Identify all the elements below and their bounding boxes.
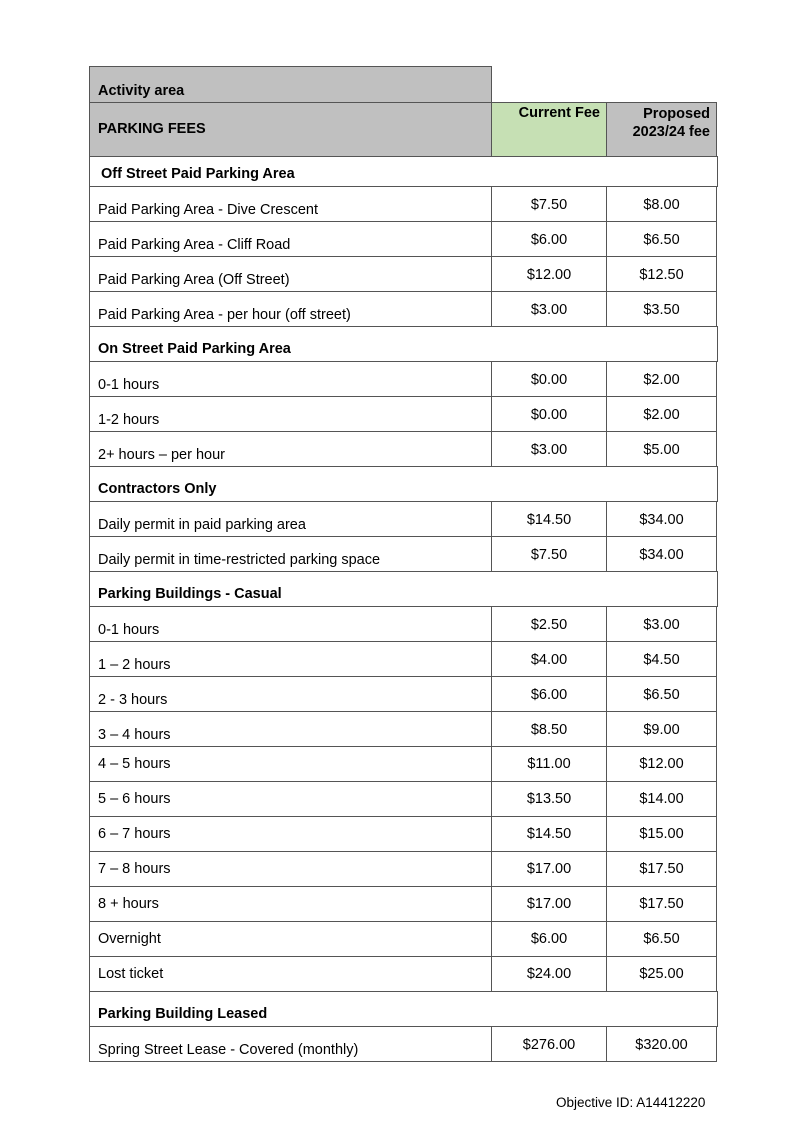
table-row [90,502,718,537]
proposed-fee-value: $320.00 [635,1037,688,1053]
item-label-cell [89,816,492,852]
item-label-cell [89,746,492,782]
proposed-fee-value: $15.00 [639,826,684,842]
table-row [90,257,718,292]
item-label-cell [89,256,492,292]
current-fee-value: $13.50 [526,791,572,807]
item-label-cell [89,921,492,957]
item-label-cell [89,431,492,467]
parking-fees-header-cell [89,102,492,157]
item-label: Daily permit in paid parking area [98,517,306,533]
proposed-fee-cell [606,676,717,712]
objective-id: Objective ID: A14412220 [556,1095,706,1110]
current-fee-value: $6.00 [530,687,568,703]
section-title: Off Street Paid Parking Area [101,166,295,182]
item-label-cell [89,851,492,887]
current-fee-value: $17.00 [526,896,572,912]
proposed-fee-value: $5.00 [643,442,680,458]
section-title-cell [89,991,718,1027]
proposed-fee-value: $6.50 [643,232,680,248]
current-fee-value: $17.00 [526,861,572,877]
table-row [90,432,718,467]
item-label: 5 – 6 hours [98,791,171,807]
table-row [90,537,718,572]
table-row [90,747,718,782]
current-fee-cell [491,781,607,817]
current-fee-value: $3.00 [530,442,568,458]
current-fee-value: $6.00 [530,931,568,947]
table-row [90,922,718,957]
table-row [90,222,718,257]
proposed-fee-cell [606,921,717,957]
proposed-fee-value: $3.50 [643,302,680,318]
item-label: Overnight [98,931,161,947]
proposed-fee-cell [606,851,717,887]
current-fee-value: $4.00 [530,652,568,668]
current-fee-value: $7.50 [530,547,568,563]
current-fee-cell [491,956,607,992]
proposed-fee-value: $17.50 [639,861,684,877]
item-label-cell [89,641,492,677]
item-label-cell [89,536,492,572]
proposed-fee-cell [606,536,717,572]
proposed-fee-value: $2.00 [643,372,680,388]
section-title: Parking Buildings - Casual [98,586,282,602]
table-row [90,957,718,992]
item-label: Paid Parking Area - Dive Crescent [98,202,319,218]
current-fee-cell [491,816,607,852]
current-fee-value: $14.50 [526,826,572,842]
section-title: Contractors Only [98,481,217,497]
table-row [90,362,718,397]
column-header-row [90,103,718,157]
item-label: Paid Parking Area - per hour (off street) [98,307,351,323]
proposed-fee-value: $34.00 [639,512,684,528]
proposed-fee-value: $12.00 [639,756,684,772]
proposed-fee-cell [606,746,717,782]
table-row [90,712,718,747]
section-title: On Street Paid Parking Area [98,341,291,357]
proposed-fee-value: $9.00 [643,722,680,738]
table-body [90,157,718,1062]
table-row [90,642,718,677]
proposed-fee-cell [606,711,717,747]
proposed-fee-value: $2.00 [643,407,680,423]
item-label-cell [89,956,492,992]
item-label-cell [89,291,492,327]
current-fee-value: $14.50 [526,512,572,528]
proposed-fee-label: Proposed 2023/24 fee [632,106,710,140]
current-fee-label: Current Fee [518,105,600,121]
section-title-cell [89,466,718,502]
proposed-fee-value: $17.50 [639,896,684,912]
current-fee-cell [491,186,607,222]
current-fee-cell [491,746,607,782]
proposed-fee-cell [606,606,717,642]
item-label: Paid Parking Area - Cliff Road [98,237,291,253]
parking-fees-table [90,67,718,1062]
proposed-fee-cell [606,501,717,537]
item-label: 1 – 2 hours [98,657,171,673]
section-header-row [90,157,718,187]
proposed-fee-cell [606,886,717,922]
current-fee-value: $7.50 [530,197,568,213]
proposed-fee-cell [606,781,717,817]
table-row [90,187,718,222]
proposed-fee-cell [606,816,717,852]
activity-area-label: Activity area [98,83,185,99]
item-label: 1-2 hours [98,412,160,428]
table-row [90,817,718,852]
current-fee-cell [491,431,607,467]
item-label-cell [89,501,492,537]
section-header-row [90,467,718,502]
current-fee-value: $6.00 [530,232,568,248]
item-label: 6 – 7 hours [98,826,171,842]
current-fee-cell [491,886,607,922]
proposed-fee-value: $4.50 [643,652,680,668]
section-header-row [90,327,718,362]
proposed-fee-value: $14.00 [639,791,684,807]
current-fee-cell [491,641,607,677]
item-label-cell [89,361,492,397]
proposed-fee-header-cell [606,102,717,157]
proposed-fee-cell [606,186,717,222]
table-row [90,607,718,642]
activity-area-cell [89,66,492,103]
proposed-fee-value: $25.00 [639,966,684,982]
current-fee-value: $2.50 [530,617,568,633]
current-fee-cell [491,501,607,537]
item-label-cell [89,186,492,222]
current-fee-value: $11.00 [527,756,571,772]
proposed-fee-value: $6.50 [643,931,680,947]
table-row [90,292,718,327]
current-fee-value: $0.00 [530,372,568,388]
section-header-row [90,992,718,1027]
item-label-cell [89,221,492,257]
proposed-fee-cell [606,221,717,257]
current-fee-value: $8.50 [530,722,568,738]
item-label: 0-1 hours [98,622,160,638]
current-fee-cell [491,256,607,292]
item-label: Spring Street Lease - Covered (monthly) [98,1042,359,1058]
proposed-fee-cell [606,361,717,397]
section-header-row [90,572,718,607]
item-label: 3 – 4 hours [98,727,171,743]
proposed-fee-cell [606,291,717,327]
item-label: 0-1 hours [98,377,160,393]
parking-fees-label: PARKING FEES [98,121,206,137]
current-fee-value: $3.00 [530,302,568,318]
item-label: 2+ hours – per hour [98,447,225,463]
current-fee-value: $0.00 [530,407,568,423]
activity-area-header-row [90,67,718,103]
proposed-fee-cell [606,396,717,432]
table-row [90,397,718,432]
table-row [90,852,718,887]
section-title: Parking Building Leased [98,1006,268,1022]
section-title-cell [89,571,718,607]
current-fee-cell [491,396,607,432]
item-label-cell [89,396,492,432]
item-label-cell [89,781,492,817]
item-label: Daily permit in time-restricted parking space [98,552,381,568]
proposed-fee-value: $6.50 [643,687,680,703]
proposed-fee-cell [606,1026,717,1062]
section-title-cell [89,156,718,187]
item-label-cell [89,886,492,922]
item-label: Paid Parking Area (Off Street) [98,272,290,288]
table-row [90,782,718,817]
current-fee-value: $12.00 [526,267,572,283]
item-label: 8 + hours [98,896,159,912]
current-fee-cell [491,291,607,327]
item-label-cell [89,1026,492,1062]
item-label-cell [89,676,492,712]
current-fee-value: $24.00 [526,966,572,982]
current-fee-header-cell [491,102,607,157]
item-label-cell [89,711,492,747]
item-label: 2 - 3 hours [98,692,168,708]
current-fee-cell [491,536,607,572]
current-fee-cell [491,851,607,887]
current-fee-cell [491,606,607,642]
proposed-fee-value: $3.00 [643,617,680,633]
item-label-cell [89,606,492,642]
proposed-fee-cell [606,431,717,467]
table-row [90,677,718,712]
proposed-fee-cell [606,256,717,292]
table-row [90,1027,718,1062]
proposed-fee-value: $34.00 [639,547,684,563]
current-fee-cell [491,676,607,712]
current-fee-value: $276.00 [522,1037,576,1053]
current-fee-cell [491,361,607,397]
section-title-cell [89,326,718,362]
current-fee-cell [491,921,607,957]
item-label: Lost ticket [98,966,164,982]
current-fee-cell [491,221,607,257]
table-row [90,887,718,922]
proposed-fee-cell [606,641,717,677]
item-label: 7 – 8 hours [98,861,171,877]
proposed-fee-value: $8.00 [643,197,680,213]
proposed-fee-value: $12.50 [639,267,684,283]
current-fee-cell [491,1026,607,1062]
item-label: 4 – 5 hours [98,756,171,772]
proposed-fee-cell [606,956,717,992]
current-fee-cell [491,711,607,747]
